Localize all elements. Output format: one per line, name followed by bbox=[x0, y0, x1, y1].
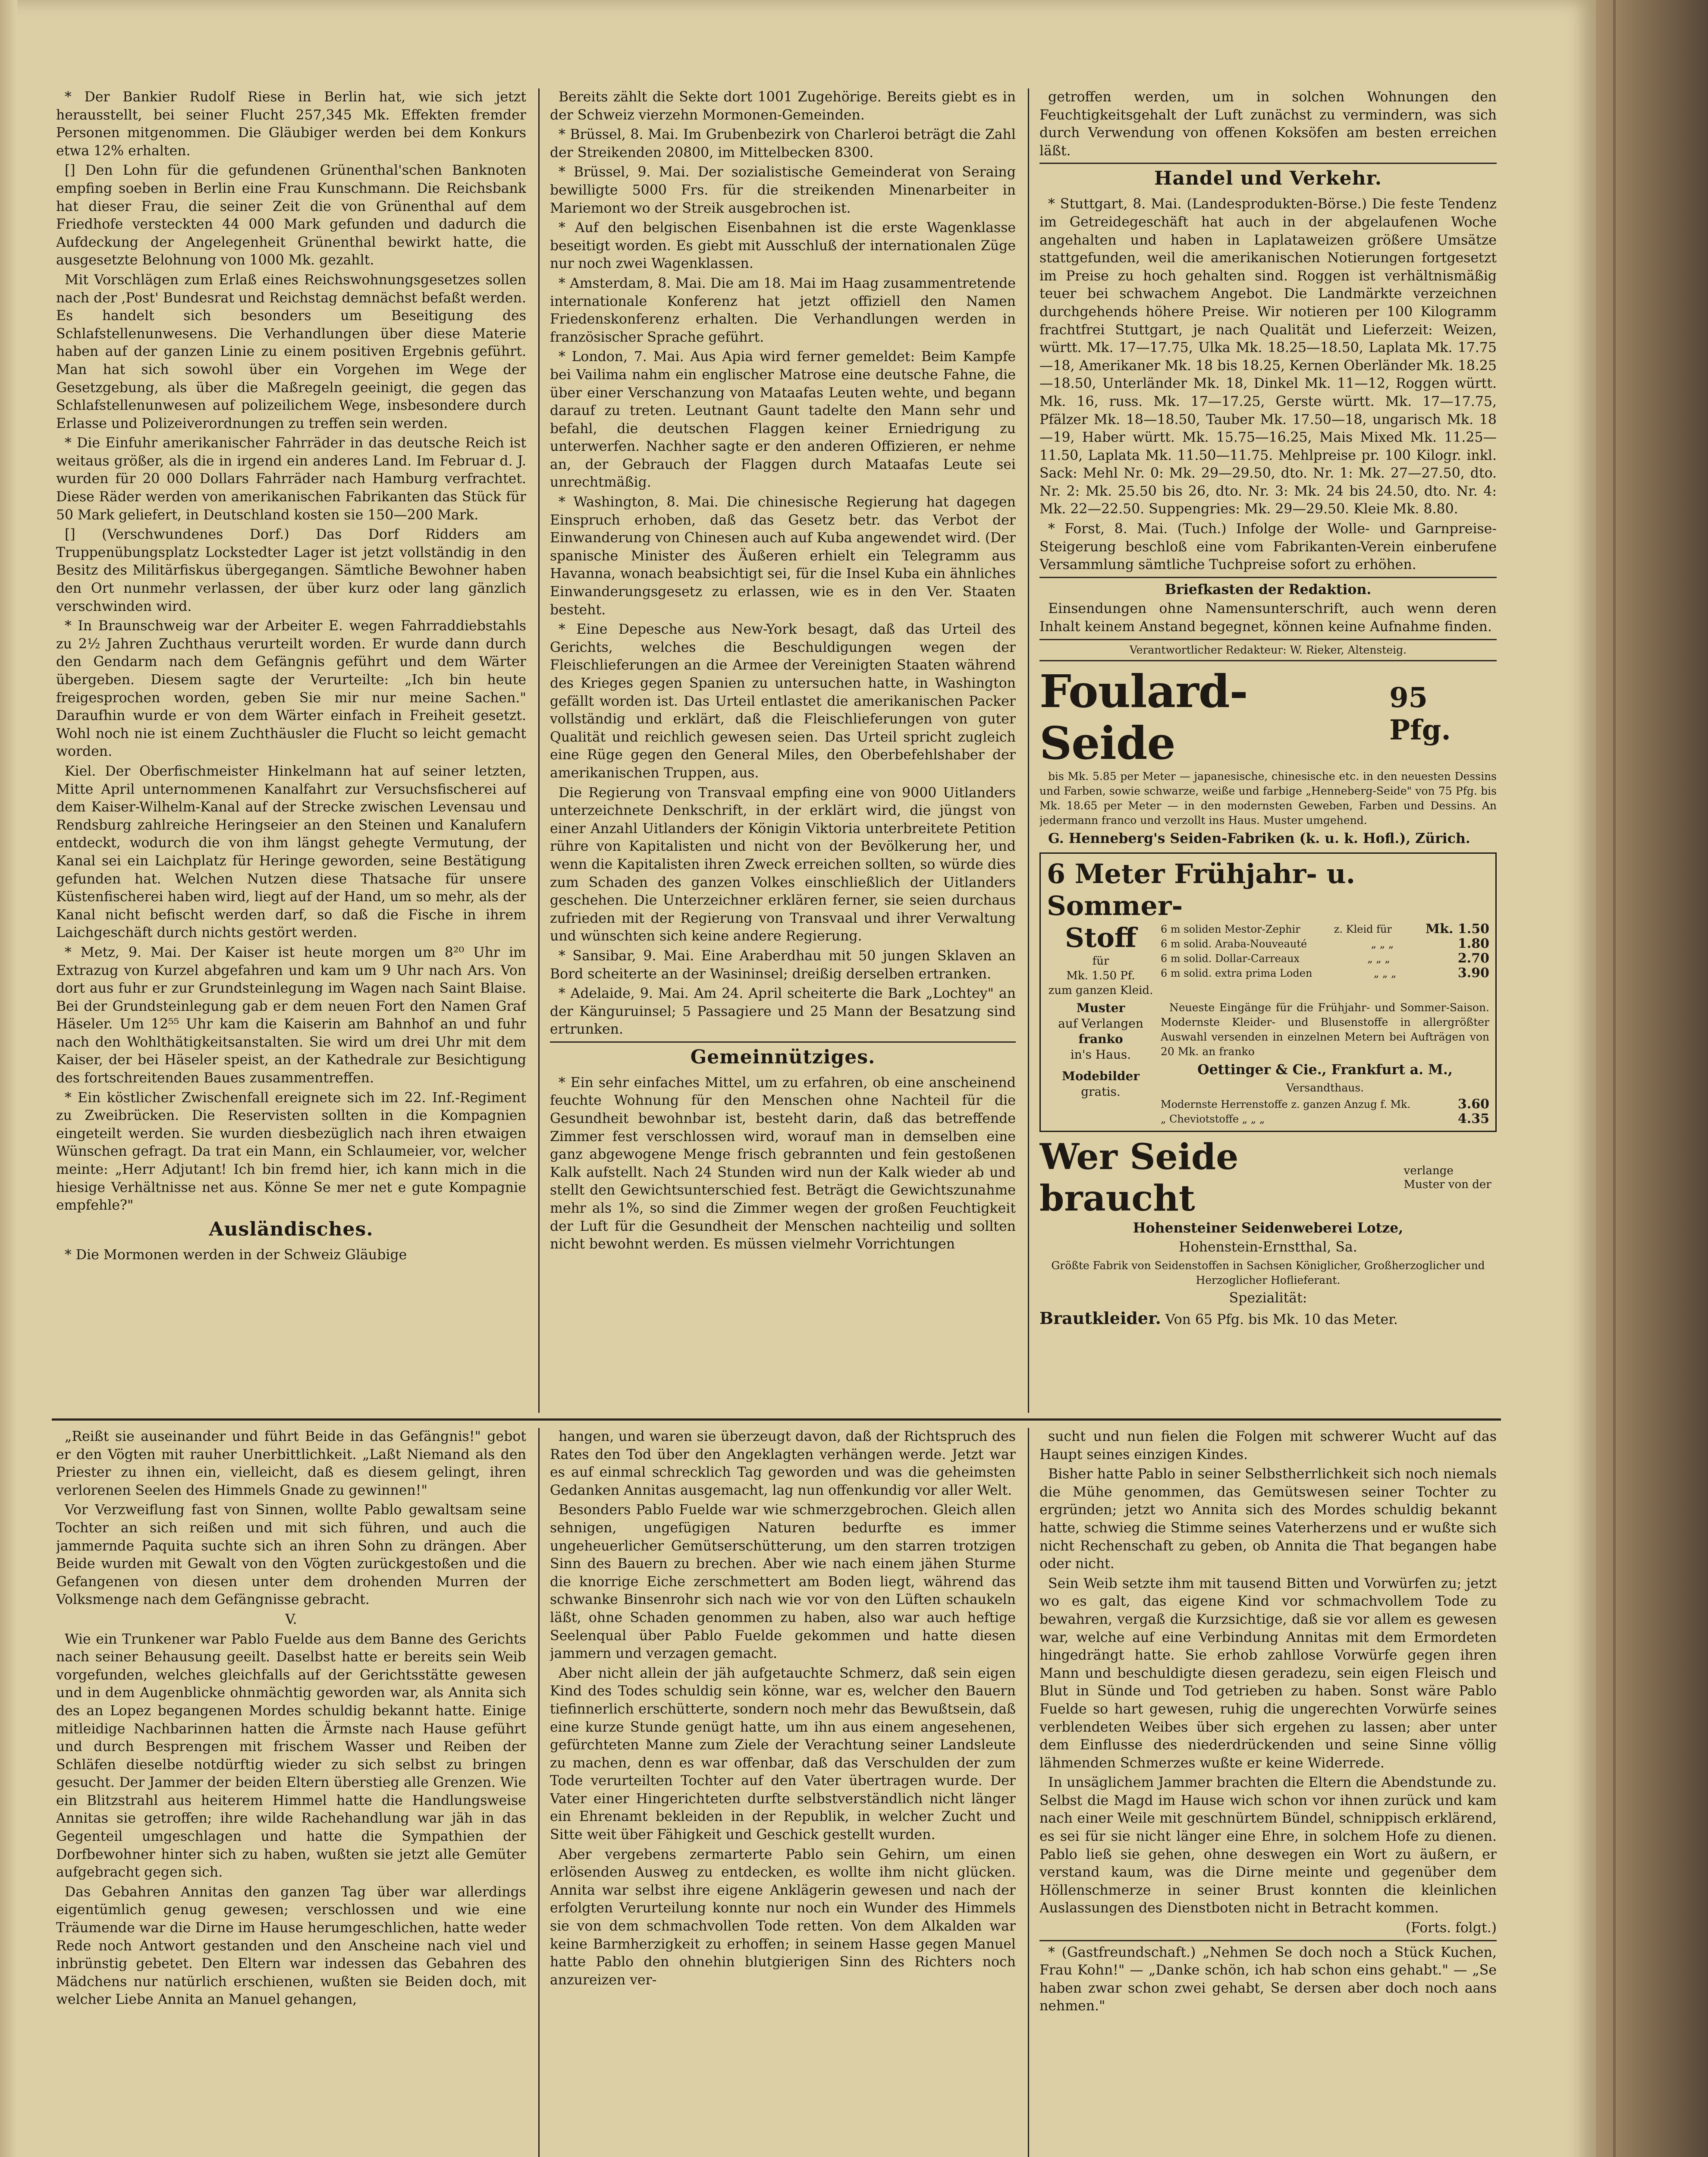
col2-para: * Brüssel, 9. Mai. Der sozialistische Gemeinderat von Seraing bewilligte 5000 Frs. für die streikenden Minenarbeiter in Mariemont wo der Streik ausgebrochen ist. bbox=[550, 164, 1016, 216]
ad-seide-firm: Hohensteiner Seidenweberei Lotze, bbox=[1133, 1220, 1403, 1236]
col1-para: [] Den Lohn für die gefundenen Grünenthal'schen Banknoten empfing soeben in Berlin eine Frau Kunschmann. Die Reichsbank hat dieser Frau, die seiner Zeit die von Grünenthal auf dem Friedhofe versteckten 44 000 Mark gefunden und dadurch die Aufdeckung der Angelegenheit Grünenthal bewirkt hatte, die ausgesetzte Belohnung von 1000 Mk. gezahlt. bbox=[56, 163, 526, 268]
column-divider bbox=[538, 88, 540, 1413]
story2-para: Besonders Pablo Fuelde war wie schmerzgebrochen. Gleich allen sehnigen, ungefügigen Naturen bedurfte es immer ungeheuerlicher Gemütserschütterung, um den starren trotzigen Sinn des Bauern zu brechen. Aber wie nach einem jähen Sturme die knorrige Eiche zerschmettert am Boden liegt, während das schwanke Binsenrohr sich nach wie vor von den Lüften schaukeln läßt, ohne Schaden genommen zu haben, also war auch heftige Seelenqual über Pablo Fuelde gekommen und hatte diesen jammern und verzagen gemacht. bbox=[550, 1502, 1016, 1662]
story1-para: Das Gebahren Annitas den ganzen Tag über war allerdings eigentümlich genug gewesen; verschlossen und wie eine Träumende war die Dirne im Hause herumgeschlichen, hatte weder Rede noch Antwort gestanden und den Anscheine nach viel und inbrünstig gebetet. Den Eltern war indessen das Gebahren des Mädchens nur natürlich erschienen, wußten sie Beiden doch, mit welcher Liebe Annita an Manuel gehangen, bbox=[56, 1884, 526, 2008]
ad-seide-bottom: Von 65 Pfg. bis Mk. 10 das Meter. bbox=[1165, 1311, 1398, 1327]
briefkasten-title: Briefkasten der Redaktion. bbox=[1165, 581, 1372, 597]
ad-stoff-text: Neueste Eingänge für die Frühjahr- und Sommer-Saison. Modernste Kleider- und Blusenstoffe in allergrößter Auswahl versenden in einzelnen Metern bei Aufträgen von 20 Mk. an franko bbox=[1161, 1001, 1489, 1058]
ad-stoff-muster: franko bbox=[1078, 1032, 1123, 1047]
ad-stoff-row: 6 m solid. Dollar-Carreaux „ „ „ 2.70 bbox=[1161, 951, 1489, 966]
page-left-edge bbox=[0, 0, 17, 2157]
ad-stoff-row: 6 m solid. extra prima Loden „ „ „ 3.90 bbox=[1161, 965, 1489, 981]
section-heading-gemeinnuetziges: Gemeinnütziges. bbox=[690, 1046, 876, 1068]
section-rule bbox=[1039, 639, 1497, 640]
ad-stoff-extra-row: „ Cheviotstoffe „ „ „ 4.35 bbox=[1161, 1111, 1489, 1126]
col3-para: * Forst, 8. Mai. (Tuch.) Infolge der Wolle- und Garnpreise-Steigerung beschloß eine vom Fabrikanten-Verein einberufene Versammlung sämtliche Tuchpreise sofort zu erhöhen. bbox=[1039, 521, 1497, 573]
ad-seide-brautkleider: Brautkleider. bbox=[1039, 1308, 1161, 1328]
story3-para: Bisher hatte Pablo in seiner Selbstherrlichkeit sich noch niemals die Mühe genommen, das Gemütswesen seiner Tochter zu ergründen; jetzt wo Annita sich des Mordes schuldig bekannt hatte, schwieg die Stimme seines Vaterherzens und er wußte sich nicht Rechenschaft zu geben, ob Annita die That begangen habe oder nicht. bbox=[1039, 1466, 1497, 1572]
col1-para: Kiel. Der Oberfischmeister Hinkelmann hat auf seiner letzten, Mitte April unternommenen Kanalfahrt zur Versuchsfischerei auf dem Kaiser-Wilhelm-Kanal auf der Strecke zwischen Levensau und Rendsburg zahlreiche Heringseier an den Steinen und Kanalufern entdeckt, wodurch die von ihm längst gehegte Vermutung, der Kanal sei ein Laichplatz für Heringe geworden, seine Bestätigung gefunden hat. Welchen Nutzen diese Thatsache für unsere Küstenfischerei haben wird, liegt auf der Hand, um so mehr, als der Kanal nicht befischt werden darf, so daß die Fische in ihrem Laichgeschäft durch nichts gestört werden. bbox=[56, 763, 526, 941]
col3-top: getroffen werden, um in solchen Wohnungen den Feuchtigkeitsgehalt der Luft zunächst zu vermindern, was sich durch Verwendung von offenen Koksöfen am besten erreichen läßt. bbox=[1039, 89, 1497, 159]
col2-para: Bereits zählt die Sekte dort 1001 Zugehörige. Bereits giebt es in der Schweiz vierzehn Mormonen-Gemeinden. bbox=[550, 89, 1016, 123]
col1-para: Mit Vorschlägen zum Erlaß eines Reichswohnungsgesetzes sollen nach der ‚Post' Bundesrat und Reichstag demnächst befaßt werden. Es handelt sich besonders um Beseitigung des Schlafstellenunwesens. Die Verhandlungen über diese Materie haben auf der ganzen Linie zu einem positiven Ergebnis geführt. Man hat sich sowohl über ein Vorgehen im Wege der Gesetzgebung, als über die Maßregeln geeinigt, die gegen das Schlafstellenunwesen auf polizeilichem Wege, insbesondere durch Erlasse und Polizeiverordnungen zu treffen sein werden. bbox=[56, 272, 526, 431]
ad-stoff bbox=[1039, 852, 1497, 1132]
col3-para: * Stuttgart, 8. Mai. (Landesprodukten-Börse.) Die feste Tendenz im Getreidegeschäft hat auch in der abgelaufenen Woche angehalten und haben in Laplataweizen größere Umsätze stattgefunden, weil die amerikanischen Notierungen fortgesetzt im Preise zu hoch gehalten sind. Roggen ist verhältnismäßig teuer bei schwachem Angebot. Die Landmärkte verzeichnen durchgehends höhere Preise. Wir notieren per 100 Kilogramm frachtfrei Stuttgart, je nach Qualität und Lieferzeit: Weizen, württ. Mk. 17—17.75, Ulka Mk. 18.25—18.50, Laplata Mk. 17.75—18, Amerikaner Mk. 18 bis 18.25, Kernen Oberländer Mk. 18.25—18.50, Unterländer Mk. 18, Dinkel Mk. 11—12, Roggen württ. Mk. 16, russ. Mk. 17—17.25, Gerste württ. Mk. 17—17.75, Pfälzer Mk. 18—18.50, Tauber Mk. 17.50—18, ungarisch Mk. 18—19, Haber württ. Mk. 15.75—16.25, Mais Mixed Mk. 11.25—11.50, Laplata Mk. 11.50—11.75. Mehlpreise pr. 100 Kilogr. inkl. Sack: Mehl Nr. 0: Mk. 29—29.50, dto. Nr. 1: Mk. 27—27.50, dto. Nr. 2: Mk. 25.50 bis 26, dto. Nr. 3: Mk. 24 bis 24.50, dto. Nr. 4: Mk. 22—22.50. Suppengries: Mk. 29—29.50. Kleie Mk. 8.80. bbox=[1039, 196, 1497, 517]
column-3 bbox=[1039, 88, 1497, 1415]
col2-para: * Amsterdam, 8. Mai. Die am 18. Mai im Haag zusammentretende internationale Konferenz hat jetzt offiziell den Namen Friedenskonferenz erhalten. Die Verhandlungen werden in französischer Sprache geführt. bbox=[550, 275, 1016, 345]
ad-seide-spez: Spezialität: bbox=[1229, 1290, 1307, 1306]
section-heading-auslaendisches: Ausländisches. bbox=[209, 1218, 374, 1240]
column-divider bbox=[538, 1428, 540, 2157]
ad-stoff-title: 6 Meter Frühjahr- u. Sommer- bbox=[1047, 858, 1356, 922]
col1-tail: * Die Mormonen werden in der Schweiz Gläubige bbox=[65, 1247, 407, 1263]
ad-seide-side: verlange Muster von der bbox=[1403, 1164, 1491, 1191]
story-continued: (Forts. folgt.) bbox=[1405, 1920, 1497, 1936]
ad-stoff-muster: auf Verlangen bbox=[1058, 1016, 1143, 1031]
feuilleton-separator bbox=[52, 1418, 1501, 1421]
ad-stoff-muster: in's Haus. bbox=[1070, 1047, 1131, 1062]
ad-stoff-word: Stoff bbox=[1065, 922, 1137, 954]
ad-foulard-price: 95 Pfg. bbox=[1389, 681, 1451, 746]
story2-para: Aber vergebens zermarterte Pablo sein Gehirn, um einen erlösenden Ausweg zu entdecken, es wollte ihm nicht glücken. Annita war selbst ihre eigene Anklägerin gewesen und nach der erfolgten Verurteilung konnte nur noch ein Wunder des Himmels sie von dem schmachvollen Tode retten. Von dem Alkalden war keine Barmherzigkeit zu erhoffen; in seinem Hasse gegen Manuel hatte Pablo den ohnehin blutgierigen Sinn des Richters noch anzureizen ver- bbox=[550, 1846, 1016, 1988]
section-heading-handel: Handel und Verkehr. bbox=[1154, 167, 1382, 190]
ad-stoff-firm: Oettinger & Cie., Frankfurt a. M., bbox=[1197, 1062, 1453, 1078]
book-binding bbox=[1596, 0, 1708, 2157]
col2-para: * Adelaide, 9. Mai. Am 24. April scheiterte die Bark „Lochtey" an der Känguruinsel; 5 Passagiere und 25 Mann der Besatzung sind ertrunken. bbox=[550, 986, 1016, 1038]
col1-para: * Die Einfuhr amerikanischer Fahrräder in das deutsche Reich ist weitaus größer, als die in irgend ein anderes Land. Im Februar d. J. wurden für 20 000 Dollars Fahrräder nach Hamburg verfrachtet. Diese Räder werden von amerikanischen Fabrikanten das Stück für 50 Mark geliefert, in Deutschland kosten sie 150—200 Mark. bbox=[56, 435, 526, 523]
story-column-2 bbox=[550, 1428, 1016, 2157]
ad-foulard-seide bbox=[1039, 666, 1497, 848]
col2-para: * Sansibar, 9. Mai. Eine Araberdhau mit 50 jungen Sklaven an Bord scheiterte an der Wasininsel; dreißig derselben ertranken. bbox=[550, 948, 1016, 982]
story2-para: Aber nicht allein der jäh aufgetauchte Schmerz, daß sein eigen Kind des Todes schuldig sein könne, war es, welcher den Bauern tiefinnerlich erschütterte, sondern noch mehr das Bewußtsein, daß eine kurze Stunde genügt hatte, um ihn aus einem angesehenen, gefürchteten Manne zum Ziele der Verachtung seiner Landsleute zu machen, denn es war offenbar, daß das Verschulden der zum Tode verurteilten Tochter auf den Vater übertragen wurde. Der Vater einer Hingerichteten durfte selbstverständlich nicht länger ein Ehrenamt bekleiden in der Republik, in welcher Zucht und Sitte weit über Fähigkeit und Geschick gestellt wurden. bbox=[550, 1665, 1016, 1843]
col2-para: * Auf den belgischen Eisenbahnen ist die erste Wagenklasse beseitigt worden. Es giebt mit Ausschluß der internationalen Züge nur noch zwei Wagenklassen. bbox=[550, 220, 1016, 272]
ad-stoff-row: 6 m soliden Mestor-Zephir z. Kleid für Mk. 1.50 bbox=[1161, 921, 1489, 937]
story3-para: In unsäglichem Jammer brachten die Eltern die Abendstunde zu. Selbst die Magd im Hause wich schon vor ihnen zurück und kam nach einer Weile mit geschnürtem Bündel, schnippisch erklärend, es sei für sie nicht länger eine Ehre, in solchem Hofe zu dienen. Pablo ließ sie gehen, ohne deswegen ein Wort zu äußern, er verstand kaum, was die Dirne meinte und gegenüber dem Höllenschmerze in seiner Brust konnten die kleinlichen Auslassungen des Dienstboten nicht in Betracht kommen. bbox=[1039, 1775, 1497, 1916]
ad-stoff-muster: Muster bbox=[1076, 1001, 1125, 1016]
ad-foulard-text: bis Mk. 5.85 per Meter — japanesische, chinesische etc. in den neuesten Dessins und Farben, sowie schwarze, weiße und farbige „Henneberg-Seide" von 75 Pfg. bis Mk. 18.65 per Meter — in den modernsten Geweben, Farben und Dessins. An jedermann franco und verzollt ins Haus. Muster umgehend. bbox=[1039, 770, 1497, 827]
story-column-3 bbox=[1039, 1428, 1497, 2157]
col2-para: Die Regierung von Transvaal empfing eine von 9000 Uitlanders unterzeichnete Denkschrift, in der erklärt wird, die jüngst von einer Anzahl Uitlanders der Königin Viktoria unterbreitete Petition rühre von Kapitalisten und nicht von der Bevölkerung her, und wenn die Kapitalisten ihren Zweck erreichen sollten, so würde dies zum Schaden des ganzen Volkes einschließlich der Uitlanders geschehen. Die Unterzeichner erklären ferner, sie seien durchaus zufrieden mit der Regierung von Transvaal und ihrer Verwaltung und wünschten sich keine andere Regierung. bbox=[550, 785, 1016, 944]
section-rule bbox=[1039, 163, 1497, 164]
col2-para: * Eine Depesche aus New-York besagt, daß das Urteil des Gerichts, welches die Beschuldigungen wegen der Fleischlieferungen an die Armee der Vereinigten Staaten während des Krieges gegen Spanien zu untersuchen hatte, in Washington gefällt worden ist. Das Urteil entlastet die amerikanischen Packer vollständig und erklärt, daß die Fleischlieferungen von guter Qualität und reichlich gewesen seien. Das Urteil spricht zugleich eine Rüge gegen den General Miles, den Oberbefehlshaber der amerikanischen Truppen, aus. bbox=[550, 622, 1016, 781]
ad-stoff-left: für bbox=[1092, 955, 1109, 968]
col1-para: * In Braunschweig war der Arbeiter E. wegen Fahrraddiebstahls zu 2½ Jahren Zuchthaus verurteilt worden. Er wurde dann durch den Gendarm nach dem Gefängnis geführt und dem Wärter übergeben. Diesem sagte der Verurteilte: „Ich bin heute freigesprochen worden, geben Sie mir nur meine Sachen." Daraufhin wurde er von dem Wärter einfach in Freiheit gesetzt. Wohl noch nie ist einem Zuchthäusler die Flucht so leicht gemacht worden. bbox=[56, 618, 526, 760]
story-chapter-number: V. bbox=[285, 1611, 297, 1627]
col1-para: * Metz, 9. Mai. Der Kaiser ist heute morgen um 8²⁰ Uhr im Extrazug von Kurzel abgefahren und kam um 9 Uhr nach Ars. Von dort aus fuhr er zur Grundsteinlegung im Wagen nach Saint Blaise. Bei der Grundsteinlegung gab er dem neuen Fort den Namen Graf Häseler. Um 12⁵⁵ Uhr kam die Kaiserin am Bahnhof an und fuhr nach den Wohlthätigkeitsanstalten. Sie wird um drei Uhr mit dem Kaiser, der bei Häseler speist, an der Kathedrale zur Besichtigung des fortschreitenden Baues zusammentreffen. bbox=[56, 944, 526, 1086]
col1-para: [] (Verschwundenes Dorf.) Das Dorf Ridders am Truppenübungsplatz Lockstedter Lager ist jetzt vollständig in den Besitz des Militärfiskus übergegangen. Sämtliche Bewohner haben den Ort nunmehr verlassen, der über kurz oder lang gänzlich verschwinden wird. bbox=[56, 527, 526, 614]
section-rule bbox=[1039, 577, 1497, 578]
ad-stoff-firm-sub: Versandthaus. bbox=[1286, 1081, 1364, 1094]
story2-para: hangen, und waren sie überzeugt davon, daß der Richtspruch des Rates den Tod über den Angeklagten verhängen werde. Jetzt war es auf einmal schrecklich Tag geworden und was die geheimsten Gedanken Annitas ausgemacht, lag nun offenkundig vor aller Welt. bbox=[550, 1429, 1016, 1498]
ad-stoff-left: zum ganzen Kleid. bbox=[1048, 984, 1153, 997]
story1-para: „Reißt sie auseinander und führt Beide in das Gefängnis!" gebot er den Vögten mit rauher Unerbittlichkeit. „Laßt Niemand als den Priester zu ihnen ein, vielleicht, daß es diesem gelingt, ihren verlorenen Seelen des Himmels Gnade zu gewinnen!" bbox=[56, 1429, 526, 1498]
ad-stoff-extra-row: Modernste Herrenstoffe z. ganzen Anzug f. Mk. 3.60 bbox=[1161, 1096, 1489, 1112]
column-1 bbox=[56, 88, 526, 1415]
editor-line: Verantwortlicher Redakteur: W. Rieker, Altensteig. bbox=[1129, 643, 1407, 656]
col2-para: * Brüssel, 8. Mai. Im Grubenbezirk von Charleroi beträgt die Zahl der Streikenden 20800, im Mittelbecken 8300. bbox=[550, 127, 1016, 160]
ad-stoff-left: Mk. 1.50 Pf. bbox=[1066, 969, 1135, 983]
col2-para: * London, 7. Mai. Aus Apia wird ferner gemeldet: Beim Kampfe bei Vailima nahm ein englischer Matrose eine deutsche Fahne, die über einer Verschanzung von Mataafas Leuten wehte, und begann darauf zu treten. Leutnant Gaunt tadelte den Mann sehr und befahl, die deutschen Flaggen keiner Erniedrigung zu unterwerfen. Nachher sagte er den anderen Offizieren, er nehme an, der Gebrauch der Flaggen durch Mataafas Leute sei unrechtmäßig. bbox=[550, 349, 1016, 491]
story-column-1 bbox=[56, 1428, 526, 2157]
story1-para: Vor Verzweiflung fast von Sinnen, wollte Pablo gewaltsam seine Tochter an sich reißen und mit sich führen, und auch die jammernde Paquita suchte sich an ihren Sohn zu drängen. Aber Beide wurden mit Gewalt von den Vögten zurückgestoßen und die Gefangenen von diesen unter dem drohenden Murren der Volksmenge nach dem Gefängnisse gebracht. bbox=[56, 1502, 526, 1608]
ad-seide-text: Größte Fabrik von Seidenstoffen in Sachsen Königlicher, Großherzoglicher und Herzoglicher Hoflieferant. bbox=[1051, 1259, 1485, 1286]
ad-seide-place: Hohenstein-Ernstthal, Sa. bbox=[1179, 1239, 1357, 1255]
ad-stoff-modebilder: gratis. bbox=[1081, 1085, 1121, 1099]
section-rule bbox=[1039, 1940, 1497, 1941]
binding-line bbox=[1613, 0, 1616, 2157]
ad-seide bbox=[1039, 1136, 1497, 1329]
column-divider bbox=[1028, 88, 1029, 1413]
column-divider bbox=[1028, 1428, 1029, 2157]
section-rule bbox=[550, 1041, 1016, 1043]
col1-para: * Ein köstlicher Zwischenfall ereignete sich im 22. Inf.-Regiment zu Zweibrücken. Die Reservisten sollten in die Kompagnien eingeteilt werden. Sie wurden diesbezüglich nach ihren etwaigen Wünschen gefragt. Da trat ein Mann, ein Schlaumeier, vor, welcher meinte: „Herr Adjutant! Ich bin fremd hier, ich kann mich in die hiesige Verhältnisse net aus. Könne Se mer net e gute Kompagnie empfehle?" bbox=[56, 1090, 526, 1214]
ad-stoff-row: 6 m solid. Araba-Nouveauté „ „ „ 1.80 bbox=[1161, 936, 1489, 952]
story1-para: Wie ein Trunkener war Pablo Fuelde aus dem Banne des Gerichts nach seiner Behausung geeilt. Daselbst hatte er bereits sein Weib vorgefunden, welches gleichfalls auf der Gerichtsstätte gewesen und in dem Augenblicke ohnmächtig geworden war, als Annita sich des an Lopez begangenen Mordes schuldig bekannt hatte. Einige mitleidige Nachbarinnen hatten die Ärmste nach Hause geführt und durch Besprengen mit frischem Wasser und Reiben der Schläfen dieselbe notdürftig wieder zu sich selbst zu bringen gesucht. Der Jammer der beiden Eltern überstieg alle Grenzen. Wie ein Blitzstrahl aus heiterem Himmel hatte die Handlungsweise Annitas sie getroffen; ihre wilde Rachehandlung war jäh in das Gegenteil umgeschlagen und hatte die Sympathien der Dorfbewohner hinter sich zu haben, wußten sie jetzt alle Gemüter aufgebracht gegen sich. bbox=[56, 1631, 526, 1880]
col1-para: * Der Bankier Rudolf Riese in Berlin hat, wie sich jetzt herausstellt, bei seiner Flucht 257,345 Mk. Effekten fremder Personen mitgenommen. Die Gläubiger werden bei dem Konkurs etwa 12% erhalten. bbox=[56, 89, 526, 159]
briefkasten-text: Einsendungen ohne Namensunterschrift, auch wenn deren Inhalt keinem Anstand begegnet, können keine Aufnahme finden. bbox=[1039, 601, 1497, 635]
ad-foulard-firm: G. Henneberg's Seiden-Fabriken (k. u. k. Hofl.), Zürich. bbox=[1048, 830, 1470, 846]
column-2 bbox=[550, 88, 1016, 1415]
col2-para: * Washington, 8. Mai. Die chinesische Regierung hat dagegen Einspruch erhoben, daß das Gesetz betr. das Verbot der Einwanderung von Chinesen auch auf Kuba angewendet wird. (Der spanische Minister des Äußeren erhielt ein Telegramm aus Havanna, wonach beabsichtigt sei, für die Insel Kuba ein ähnliches Einwanderungsgesetz zu erlassen, wie es in den Ver. Staaten besteht. bbox=[550, 494, 1016, 618]
col2-tail: * Ein sehr einfaches Mittel, um zu erfahren, ob eine anscheinend feuchte Wohnung für den Menschen ohne Nachteil für die Gesundheit bewohnbar ist, besteht darin, daß das betreffende Zimmer fest verschlossen wird, worauf man in demselben eine ganz abgewogene Menge frisch gebrannten und fein gestoßenen Kalk aufstellt. Nach 24 Stunden wird nun der Kalk wieder ab und stellt den Gewichtsunterschied fest. Beträgt die Gewichtszunahme mehr als 1%, so sind die Zimmer wegen der großen Feuchtigkeit der Luft für die Gesundheit der Menschen nachteilig und sollten nicht bewohnt werden. Es müssen vielmehr Vorrichtungen bbox=[550, 1075, 1016, 1252]
ad-seide-title: Wer Seide braucht bbox=[1039, 1136, 1239, 1219]
story3-para: sucht und nun fielen die Folgen mit schwerer Wucht auf das Haupt seines einzigen Kindes. bbox=[1039, 1429, 1497, 1462]
story3-para: Sein Weib setzte ihm mit tausend Bitten und Vorwürfen zu; jetzt wo es galt, das eigene Kind vor schmachvollem Tode zu bewahren, vergaß die Kurzsichtige, daß sie vor allem es gewesen war, welche auf eine Verbindung Annitas mit dem Ermordeten hingedrängt hatte. Sie erhob zahllose Vorwürfe gegen ihren Mann und beschuldigte diesen geradezu, sein eigen Fleisch und Blut in Sünde und Tod getrieben zu haben. Sonst wäre Pablo Fuelde so hart gewesen, ruhig die ungerechten Vorwürfe seines verblendeten Weibes über sich ergehen zu lassen; aber unter dem Einflusse des niederdrückenden und seine Sinne völlig lähmenden Schmerzes wußte er keine Widerrede. bbox=[1039, 1575, 1497, 1771]
ad-stoff-modebilder: Modebilder bbox=[1061, 1069, 1140, 1084]
section-rule bbox=[1039, 660, 1497, 661]
anecdote: * (Gastfreundschaft.) „Nehmen Se doch noch a Stück Kuchen, Frau Kohn!" — „Danke schön, ich hab schon eins gehabt." — „Se haben zwar schon zwei gehabt, Se dersen aber doch noch aans nehmen." bbox=[1039, 1944, 1497, 2014]
ad-foulard-title: Foulard-Seide bbox=[1039, 664, 1248, 770]
